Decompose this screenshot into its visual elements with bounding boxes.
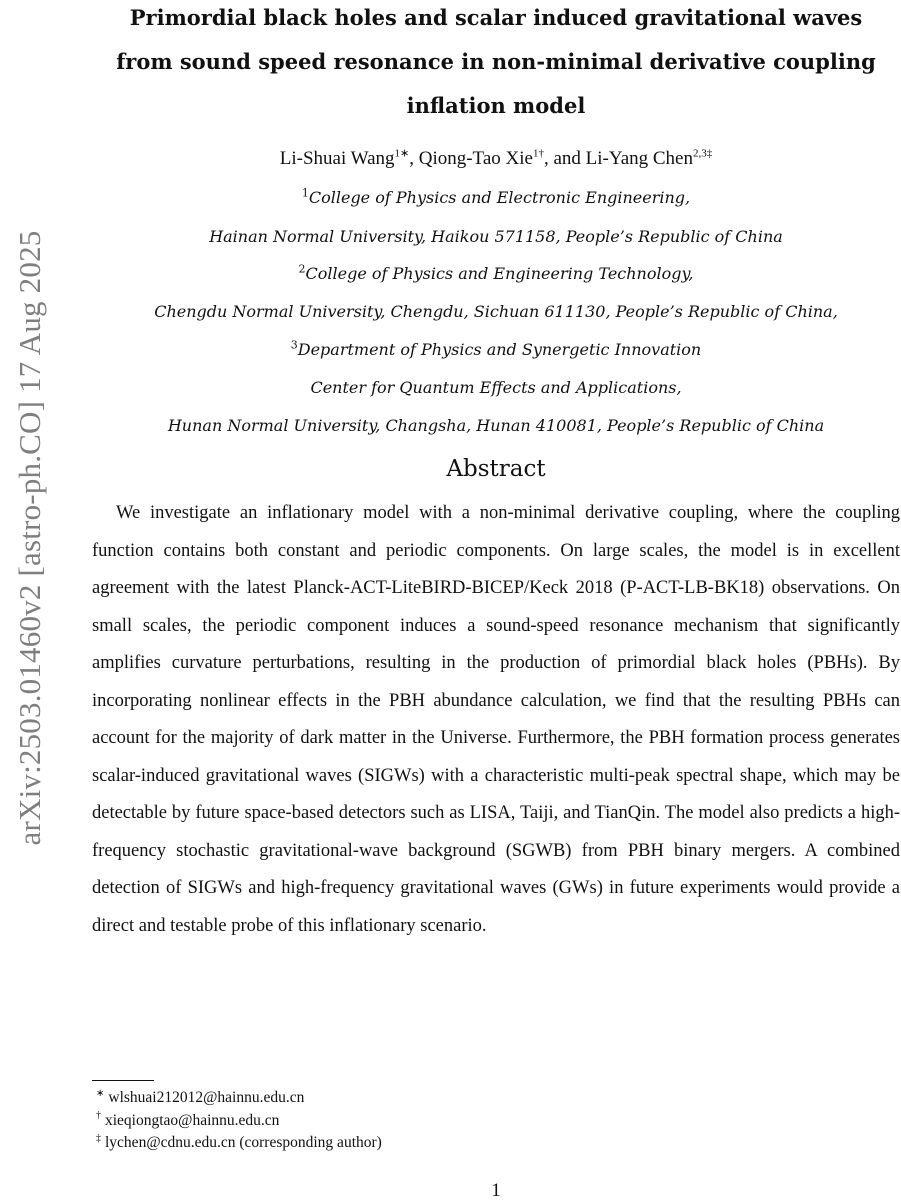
footnote-email: wlshuai212012@hainnu.edu.cn bbox=[108, 1089, 305, 1106]
footnote-mark: ‡ bbox=[96, 1132, 101, 1144]
author-name: Li-Yang Chen bbox=[585, 148, 693, 169]
affiliation-mark: 2 bbox=[298, 262, 306, 276]
footnote-email: xieqiongtao@hainnu.edu.cn bbox=[105, 1111, 280, 1129]
affiliation-line bbox=[90, 416, 901, 435]
affiliation-mark: 1 bbox=[301, 186, 309, 200]
affiliation-line bbox=[90, 227, 901, 246]
affiliation-text: Center for Quantum Effects and Applications, bbox=[310, 378, 682, 397]
author-list bbox=[90, 148, 901, 170]
page-number: 1 bbox=[491, 1180, 501, 1201]
arxiv-identifier: arXiv:2503.01460v2 [astro-ph.CO] 17 Aug 2025 bbox=[12, 230, 47, 846]
footnote-mark: ∗ bbox=[96, 1087, 105, 1099]
affiliation-text: Chengdu Normal University, Chengdu, Sichuan 611130, People’s Republic of China, bbox=[154, 302, 838, 321]
arxiv-side-stamp bbox=[0, 0, 60, 1200]
abstract-heading: Abstract bbox=[446, 456, 546, 482]
affiliation-mark: 3 bbox=[290, 338, 298, 352]
author-affiliation-mark: 1† bbox=[532, 147, 544, 160]
footnote-mark: † bbox=[96, 1110, 101, 1122]
author-name: Li-Shuai Wang bbox=[279, 148, 395, 169]
affiliation-text: College of Physics and Engineering Technology, bbox=[305, 264, 694, 283]
author-name: Qiong-Tao Xie bbox=[418, 148, 533, 169]
affiliation-text: Hainan Normal University, Haikou 571158, People’s Republic of China bbox=[209, 227, 783, 246]
footnote-rule bbox=[92, 1080, 154, 1081]
affiliation-line bbox=[90, 264, 901, 283]
author-separator: , and bbox=[543, 148, 586, 169]
footnotes bbox=[96, 1087, 382, 1155]
footnote bbox=[96, 1110, 382, 1133]
title-line: inflation model bbox=[406, 93, 586, 118]
affiliation-text: College of Physics and Electronic Engineering, bbox=[308, 188, 691, 207]
author-affiliation-mark: 2,3‡ bbox=[692, 147, 713, 160]
footnote bbox=[96, 1132, 382, 1155]
footnote bbox=[96, 1087, 382, 1110]
author-separator: , bbox=[409, 148, 419, 169]
author-affiliation-mark: 1∗ bbox=[394, 147, 410, 160]
affiliation-line bbox=[90, 188, 901, 207]
title-line: from sound speed resonance in non-minimal derivative coupling bbox=[116, 49, 876, 74]
affiliation-text: Department of Physics and Synergetic Innovation bbox=[297, 340, 702, 359]
paper-title bbox=[90, 0, 901, 128]
affiliation-line bbox=[90, 340, 901, 359]
affiliation-line bbox=[90, 378, 901, 397]
affiliation-text: Hunan Normal University, Changsha, Hunan 410081, People’s Republic of China bbox=[167, 416, 825, 435]
footnote-email: lychen@cdnu.edu.cn (corresponding author) bbox=[105, 1134, 382, 1151]
affiliation-line bbox=[90, 302, 901, 321]
abstract-text: We investigate an inflationary model with a non-minimal derivative coupling, where the coupling function contains both constant and periodic components. On large scales, the model is in excellent agreement with the latest Planck-ACT-LiteBIRD-BICEP/Keck 2018 (P-ACT-LB-BK18) observations. On small scales, the periodic component induces a sound-speed resonance mechanism that significantly amplifies curvature perturbations, resulting in the production of primordial black holes (PBHs). By incorporating nonlinear effects in the PBH abundance calculation, we find that the resulting PBHs can account for the majority of dark matter in the Universe. Furthermore, the PBH formation process generates scalar-induced gravitational waves (SIGWs) with a characteristic multi-peak spectral shape, which may be detectable by future space-based detectors such as LISA, Taiji, and TianQin. The model also predicts a high-frequency stochastic gravitational-wave background (SGWB) from PBH binary mergers. A combined detection of SIGWs and high-frequency gravitational waves (GWs) in future experiments would provide a direct and testable probe of this inflationary scenario. bbox=[92, 503, 900, 936]
title-line: Primordial black holes and scalar induced gravitational waves bbox=[129, 5, 863, 30]
